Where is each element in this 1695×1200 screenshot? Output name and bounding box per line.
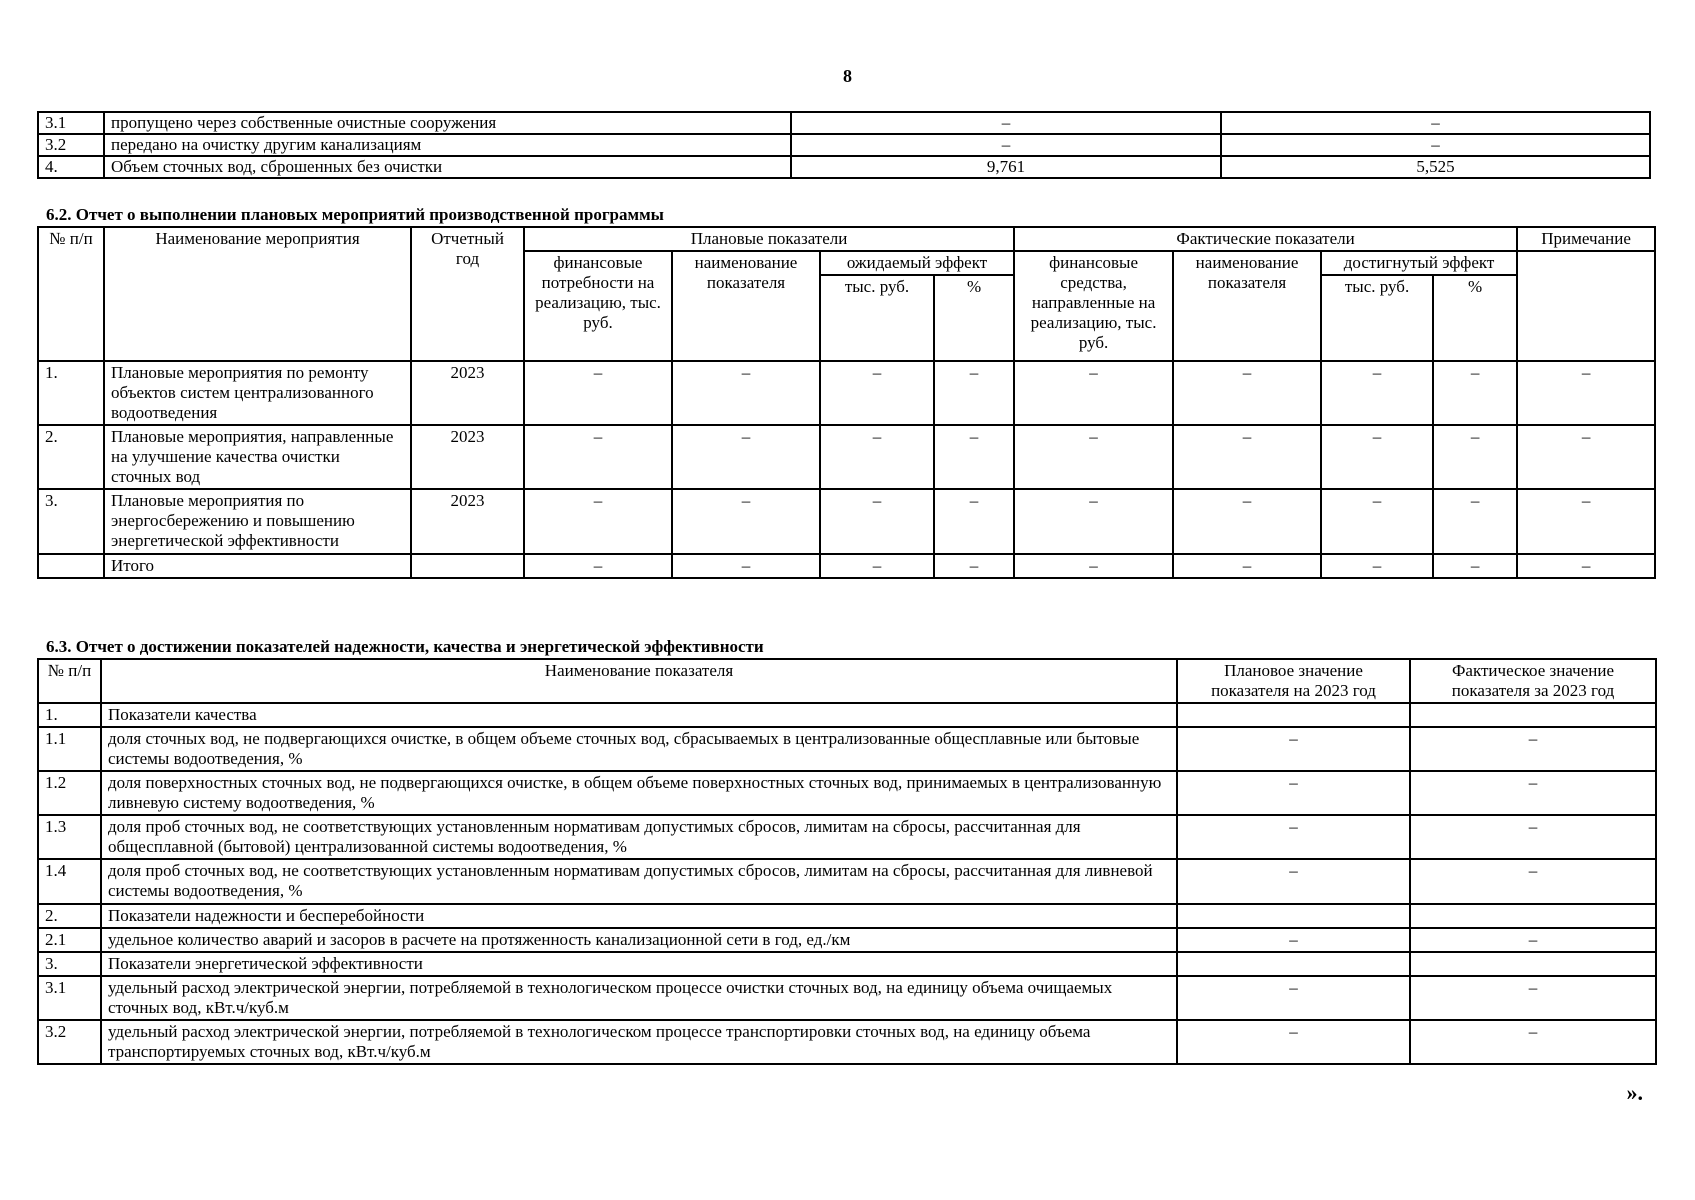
activity-value: – (1014, 554, 1173, 578)
table-row (38, 703, 1656, 727)
activity-name: Плановые мероприятия по энергосбережению и повышению энергетической эффективности (104, 489, 411, 553)
activity-value: – (1014, 489, 1173, 553)
indicator-fact-value: – (1410, 859, 1656, 903)
table-row (38, 425, 1655, 489)
indicator-plan-value: – (1177, 859, 1410, 903)
closing-quote: ». (1626, 1080, 1643, 1105)
activity-year: 2023 (411, 489, 524, 553)
activity-value: – (1433, 554, 1517, 578)
table-row (38, 771, 1656, 815)
activity-value: – (934, 425, 1014, 489)
fact-financial-header: финансовые средства, направленные на реализацию, тыс. руб. (1014, 251, 1173, 361)
activity-value: – (1014, 361, 1173, 425)
achieved-effect-percent-header: % (1433, 275, 1517, 361)
indicator-number: 1.1 (38, 727, 101, 771)
indicator-name: удельное количество аварий и засоров в расчете на протяженность канализационной сети в год, ед./км (101, 928, 1177, 952)
table-row (38, 554, 1655, 578)
table-row (38, 112, 1650, 134)
activity-value: – (934, 361, 1014, 425)
activity-value: – (820, 425, 934, 489)
activity-value: – (524, 361, 672, 425)
activity-value: – (820, 554, 934, 578)
row-value-plan: 9,761 (791, 156, 1221, 178)
indicator-fact-value: – (1410, 771, 1656, 815)
indicator-number: 1. (38, 703, 101, 727)
table-row (38, 928, 1656, 952)
activity-name: Плановые мероприятия, направленные на улучшение качества очистки сточных вод (104, 425, 411, 489)
fact-indicator-name-header: наименование показателя (1173, 251, 1321, 361)
table-row (38, 361, 1655, 425)
indicator-name: доля поверхностных сточных вод, не подвергающихся очистке, в общем объеме поверхностных сточных вод, принимаемых в централизованную ливневую систему водоотведения, % (101, 771, 1177, 815)
activity-year: 2023 (411, 425, 524, 489)
indicator-plan-value: – (1177, 928, 1410, 952)
indicator-name: Показатели энергетической эффективности (101, 952, 1177, 976)
indicator-number: 2. (38, 904, 101, 928)
indicator-name: Показатели качества (101, 703, 1177, 727)
table-row (38, 134, 1650, 156)
col-year-header: Отчетный год (411, 227, 524, 361)
indicator-plan-value: – (1177, 771, 1410, 815)
col-plan-value-header: Плановое значение показателя на 2023 год (1177, 659, 1410, 703)
section-6-2-title: 6.2. Отчет о выполнении плановых мероприятий производственной программы (46, 205, 664, 224)
activity-value: – (820, 361, 934, 425)
indicator-name: доля проб сточных вод, не соответствующих установленным нормативам допустимых сбросов, лимитам на сбросы, рассчитанная для общесплавной (бытовой) централизованной системы водоотведения, % (101, 815, 1177, 859)
activity-number: 1. (38, 361, 104, 425)
indicator-plan-value: – (1177, 815, 1410, 859)
note-subheader (1517, 251, 1655, 361)
activity-value: – (1433, 361, 1517, 425)
activity-value: – (1321, 425, 1433, 489)
activity-value: – (1173, 425, 1321, 489)
activity-value: – (1014, 425, 1173, 489)
col-activity-name-header: Наименование мероприятия (104, 227, 411, 361)
activity-name: Плановые мероприятия по ремонту объектов систем централизованного водоотведения (104, 361, 411, 425)
activity-year (411, 554, 524, 578)
activity-name: Итого (104, 554, 411, 578)
row-value-fact: – (1221, 134, 1650, 156)
indicator-number: 1.3 (38, 815, 101, 859)
table-row (38, 904, 1656, 928)
activity-value: – (1517, 425, 1655, 489)
indicator-plan-value: – (1177, 1020, 1410, 1064)
expected-effect-rub-header: тыс. руб. (820, 275, 934, 361)
activity-number: 3. (38, 489, 104, 553)
activity-value: – (934, 554, 1014, 578)
table-row (38, 156, 1650, 178)
indicator-name: Показатели надежности и бесперебойности (101, 904, 1177, 928)
indicator-number: 1.4 (38, 859, 101, 903)
section-6-3-title: 6.3. Отчет о достижении показателей надежности, качества и энергетической эффективности (46, 637, 764, 656)
activity-value: – (524, 489, 672, 553)
row-name: передано на очистку другим канализациям (104, 134, 791, 156)
achieved-effect-rub-header: тыс. руб. (1321, 275, 1433, 361)
reliability-quality-table (37, 658, 1657, 1065)
expected-effect-header: ожидаемый эффект (820, 251, 1014, 275)
activity-value: – (672, 489, 820, 553)
indicator-plan-value (1177, 952, 1410, 976)
row-value-plan: – (791, 134, 1221, 156)
activity-value: – (1517, 554, 1655, 578)
activity-year: 2023 (411, 361, 524, 425)
activity-value: – (1173, 489, 1321, 553)
table-row (38, 727, 1656, 771)
planned-activities-table (37, 226, 1656, 579)
table-row (38, 976, 1656, 1020)
col-fact-value-header: Фактическое значение показателя за 2023 год (1410, 659, 1656, 703)
table-row (38, 489, 1655, 553)
activity-value: – (672, 361, 820, 425)
col-num-header: № п/п (38, 659, 101, 703)
row-number: 4. (38, 156, 104, 178)
row-number: 3.1 (38, 112, 104, 134)
indicator-fact-value: – (1410, 815, 1656, 859)
indicator-fact-value (1410, 703, 1656, 727)
indicator-fact-value (1410, 904, 1656, 928)
indicator-number: 3.1 (38, 976, 101, 1020)
activity-value: – (1321, 361, 1433, 425)
activity-value: – (524, 425, 672, 489)
expected-effect-percent-header: % (934, 275, 1014, 361)
row-number: 3.2 (38, 134, 104, 156)
indicator-fact-value: – (1410, 1020, 1656, 1064)
activity-value: – (524, 554, 672, 578)
activity-value: – (1517, 489, 1655, 553)
row-value-fact: – (1221, 112, 1650, 134)
achieved-effect-header: достигнутый эффект (1321, 251, 1517, 275)
indicator-plan-value: – (1177, 727, 1410, 771)
indicator-name: удельный расход электрической энергии, потребляемой в технологическом процессе очистки сточных вод, на единицу объема очищаемых сточных вод, кВт.ч/куб.м (101, 976, 1177, 1020)
activity-value: – (1433, 425, 1517, 489)
wastewater-volume-table (37, 111, 1651, 179)
indicator-number: 3. (38, 952, 101, 976)
col-indicator-name-header: Наименование показателя (101, 659, 1177, 703)
indicator-plan-value (1177, 703, 1410, 727)
row-value-fact: 5,525 (1221, 156, 1650, 178)
indicator-plan-value: – (1177, 976, 1410, 1020)
activity-number: 2. (38, 425, 104, 489)
indicator-fact-value: – (1410, 928, 1656, 952)
activity-value: – (1321, 489, 1433, 553)
activity-value: – (1321, 554, 1433, 578)
activity-number (38, 554, 104, 578)
indicator-number: 2.1 (38, 928, 101, 952)
note-header: Примечание (1517, 227, 1655, 251)
activity-value: – (1433, 489, 1517, 553)
activity-value: – (1173, 361, 1321, 425)
row-name: пропущено через собственные очистные сооружения (104, 112, 791, 134)
activity-value: – (1517, 361, 1655, 425)
activity-value: – (1173, 554, 1321, 578)
plan-financial-header: финансовые потребности на реализацию, тыс. руб. (524, 251, 672, 361)
indicator-number: 3.2 (38, 1020, 101, 1064)
indicator-plan-value (1177, 904, 1410, 928)
activity-value: – (672, 554, 820, 578)
planned-indicators-header: Плановые показатели (524, 227, 1014, 251)
activity-value: – (934, 489, 1014, 553)
col-num-header: № п/п (38, 227, 104, 361)
indicator-name: доля проб сточных вод, не соответствующих установленным нормативам допустимых сбросов, лимитам на сбросы, рассчитанная для ливневой системы водоотведения, % (101, 859, 1177, 903)
indicator-fact-value: – (1410, 727, 1656, 771)
row-name: Объем сточных вод, сброшенных без очистки (104, 156, 791, 178)
indicator-name: доля сточных вод, не подвергающихся очистке, в общем объеме сточных вод, сбрасываемых в централизованные общесплавные или бытовые системы водоотведения, % (101, 727, 1177, 771)
indicator-fact-value (1410, 952, 1656, 976)
indicator-fact-value: – (1410, 976, 1656, 1020)
table-row (38, 815, 1656, 859)
activity-value: – (820, 489, 934, 553)
actual-indicators-header: Фактические показатели (1014, 227, 1517, 251)
row-value-plan: – (791, 112, 1221, 134)
table-row (38, 1020, 1656, 1064)
indicator-name: удельный расход электрической энергии, потребляемой в технологическом процессе транспортировки сточных вод, на единицу объема транспортируемых сточных вод, кВт.ч/куб.м (101, 1020, 1177, 1064)
page-number: 8 (843, 66, 852, 86)
indicator-number: 1.2 (38, 771, 101, 815)
table-row (38, 859, 1656, 903)
plan-indicator-name-header: наименование показателя (672, 251, 820, 361)
table-row (38, 952, 1656, 976)
activity-value: – (672, 425, 820, 489)
